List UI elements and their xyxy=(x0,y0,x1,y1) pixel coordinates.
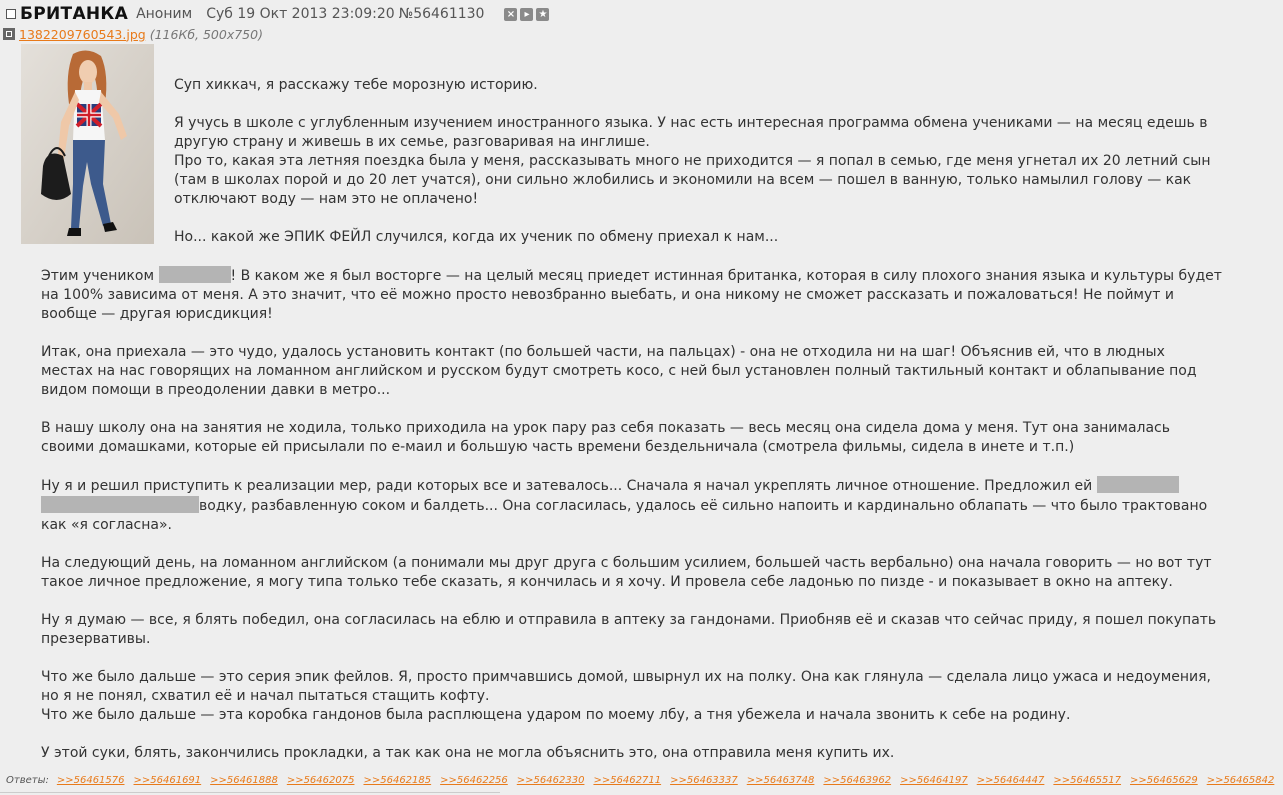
post-number[interactable]: №56461130 xyxy=(398,6,485,22)
intro-line: Я учусь в школе с углубленным изучением иностранного языка. У нас есть интересная программа обмена учениками — на месяц едешь в xyxy=(174,115,1208,131)
reply-link[interactable]: >>56464447 xyxy=(976,775,1045,786)
body-text: Ну я и решил приступить к реализации мер, ради которых все и затевалось... Сначала я начал укреплять личное отношение. Предложил ей xyxy=(41,478,1097,494)
body-line: вообще — другая юрисдикция! xyxy=(41,306,273,322)
file-meta: (116Кб, 500x750) xyxy=(149,26,263,42)
file-info xyxy=(3,26,263,42)
hide-icon[interactable]: × xyxy=(504,8,517,21)
reply-link[interactable]: >>56461691 xyxy=(133,775,202,786)
reply-link[interactable]: >>56465517 xyxy=(1053,775,1122,786)
file-icon[interactable] xyxy=(3,28,15,40)
replies-bar xyxy=(6,775,1283,786)
thumbnail-image xyxy=(21,44,154,244)
reply-link[interactable]: >>56463962 xyxy=(823,775,892,786)
body-line: Что же было дальше — эта коробка гандонов была расплющена ударом по моему лбу, а тня убежела и начала звонить к себе на родину. xyxy=(41,707,1071,723)
reply-link[interactable]: >>56462256 xyxy=(440,775,508,786)
censored-block xyxy=(159,266,231,283)
reply-link[interactable]: >>56461576 xyxy=(56,775,125,786)
body-line: такое личное предложение, я могу типа только тебе сказать, я кончилась и я хочу. И провела себе ладонью по пизде - и показывает в окно на аптеку. xyxy=(41,574,1173,590)
intro-line: отключают воду — нам это не оплачено! xyxy=(174,191,479,207)
body-line: В нашу школу она на занятия не ходила, только приходила на урок пару раз себя показать — весь месяц она сидела дома у меня. Тут она занималась xyxy=(41,420,1171,436)
body-line xyxy=(41,266,1231,286)
poster-name: Аноним xyxy=(136,6,193,22)
reply-link[interactable]: >>56462711 xyxy=(593,775,662,786)
reply-link[interactable]: >>56464197 xyxy=(900,775,968,786)
intro-line: другую страну и живешь в их семье, разговаривая на инглише. xyxy=(174,134,650,150)
divider xyxy=(0,792,500,793)
body-line: своими домашками, которые ей присылали по е-маил и большую часть времени бездельничала (смотрела фильмы, сидела в инете и т.п.) xyxy=(41,439,1075,455)
intro-line: Но... какой же ЭПИК ФЕЙЛ случился, когда их ученик по обмену приехал к нам... xyxy=(174,229,779,245)
body-line: на 100% зависима от меня. А это значит, что её можно просто невозбранно выебать, и она никому не сможет рассказать и пожаловаться! Не поймут и xyxy=(41,287,1174,303)
reply-link[interactable]: >>56461888 xyxy=(210,775,278,786)
post-subject: БРИТАНКА xyxy=(20,4,129,24)
censored-block xyxy=(41,496,199,513)
post-header xyxy=(6,4,552,24)
reply-link[interactable]: >>56462330 xyxy=(516,775,585,786)
reply-link[interactable]: >>56462075 xyxy=(286,775,355,786)
censored-block xyxy=(1097,476,1179,493)
intro-line: Про то, какая эта летняя поездка была у меня, рассказывать много не приходится — я попал в семью, где меня угнетал их 20 летний сын xyxy=(174,153,1211,169)
body-text: водку, разбавленную соком и балдеть... Она согласилась, удалось её сильно напоить и кардинально облапать — что было трактовано xyxy=(199,498,1208,514)
reply-link[interactable]: >>56462185 xyxy=(363,775,432,786)
body-line: У этой суки, блять, закончились прокладки, а так как она не могла объяснить это, она отправила меня купить их. xyxy=(41,745,895,761)
reply-link[interactable]: >>56465842 xyxy=(1206,775,1275,786)
select-checkbox[interactable] xyxy=(6,9,16,19)
body-line: местах на нас говорящих на ломанном английском и русском будут смотреть косо, с ней был установлен полный тактильный контакт и облапывание под xyxy=(41,363,1197,379)
body-line: На следующий день, на ломанном английском (а понимали мы друг друга с большим усилием, большей часть вербально) она начала говорить — но вот тут xyxy=(41,555,1212,571)
reply-link[interactable]: >>56463337 xyxy=(670,775,738,786)
body-line: но я не понял, схватил её и начал пытаться стащить кофту. xyxy=(41,688,490,704)
intro-line: (там в школах порой и до 20 лет учатся), они сильно жлобились и экономили на всем — пошел в ванную, только намылил голову — как xyxy=(174,172,1192,188)
star-icon[interactable]: ★ xyxy=(536,8,549,21)
reply-link[interactable]: >>56465629 xyxy=(1130,775,1198,786)
body-line: Итак, она приехала — это чудо, удалось установить контакт (по большей части, на пальцах) - она не отходила ни на шаг! Объяснив ей, что в людных xyxy=(41,344,1165,360)
post-thumbnail[interactable] xyxy=(21,44,154,244)
body-line: как «я согласна». xyxy=(41,517,172,533)
post-body xyxy=(41,266,1231,763)
play-icon[interactable]: ▸ xyxy=(520,8,533,21)
post-date: Суб 19 Окт 2013 23:09:20 xyxy=(206,6,395,22)
body-line: презервативы. xyxy=(41,631,151,647)
body-text: ! В каком же я был восторге — на целый месяц приедет истинная британка, которая в силу плохого знания языка и культуры будет xyxy=(230,268,1222,284)
reply-link[interactable]: >>56463748 xyxy=(746,775,815,786)
intro-line: Суп хиккач, я расскажу тебе морозную историю. xyxy=(174,77,538,93)
body-line: видом помощи в преодолении давки в метро... xyxy=(41,382,391,398)
body-line: Что же было дальше — это серия эпик фейлов. Я, просто примчавшись домой, швырнул их на полку. Она как глянула — сделала лицо ужаса и недоумения, xyxy=(41,669,1212,685)
body-line xyxy=(41,496,1231,516)
body-line: Ну я думаю — все, я блять победил, она согласилась на еблю и отправила в аптеку за гандонами. Приобняв её и сказав что сейчас приду, я пошел покупать xyxy=(41,612,1217,628)
replies-label: Ответы: xyxy=(6,775,49,786)
body-line xyxy=(41,476,1231,496)
post-intro xyxy=(174,76,1214,247)
file-link[interactable]: 1382209760543.jpg xyxy=(19,26,146,42)
body-text: Этим учеником xyxy=(41,268,159,284)
